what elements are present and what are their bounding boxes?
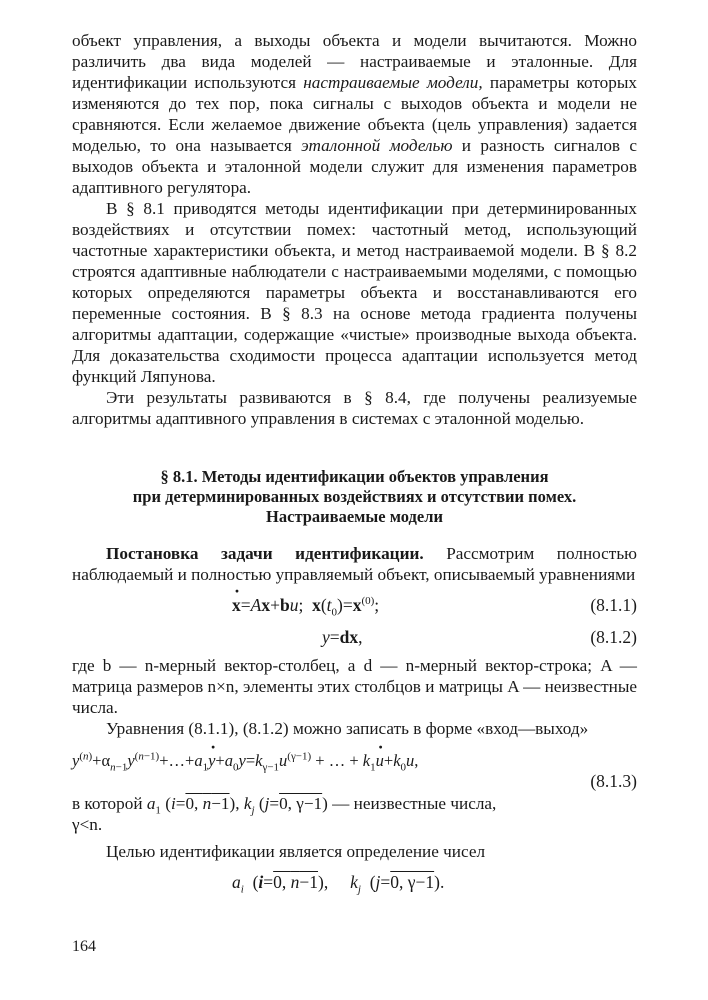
page-body [72,30,637,900]
heading-line-1: § 8.1. Методы идентификации объектов управления [160,467,549,486]
paragraph-6: Уравнения (8.1.1), (8.1.2) можно записать в форме «вход—выход» [106,719,589,738]
equation-8-1-2 [72,623,637,655]
equation-body: $a_i$ (i=0, n−1), $k_j$ (j=0, γ−1). [232,872,445,896]
paragraph-7: в которой $a_1$ (i=0, n−1), $k_j$ (j=0, γ−1) — неизвестные числа, γ<n. [72,794,497,834]
paragraph-8: Целью идентификации является определение чисел [106,842,486,861]
problem-statement-title: Постановка задачи идентификации. [106,544,424,563]
equation-number: (8.1.3) [590,771,637,791]
paragraph-4: Постановка задачи идентификации. Рассмотрим полностью наблюдаемый и полностью управляемый объект, описываемый уравнениями [72,544,637,584]
equation-body: x ·=Ax+bu; $x(t_0)=x^{(0)}$; [232,595,379,616]
paragraph-1: объект управления, а выходы объекта и модели вычитаются. Можно различить два вида моделей — настраиваемые и эталонные. Для идентификации используются настраиваемые модели, параметры которых изменяются до тех пор, пока сигналы с выходов объекта и модели не сравняются. Если желаемое движение объекта (цель управления) задается моделью, то она называется эталонной моделью и разность сигналов с выходов объекта и эталонной модели служит для изменения параметров адаптивного регулятора. [72,31,638,197]
paragraph-3: Эти результаты развиваются в § 8.4, где получены реализуемые алгоритмы адаптивного управления в системах с эталонной моделью. [72,388,637,428]
heading-line-2: при детерминированных воздействиях и отсутствии помех. [132,487,577,506]
heading-line-3: Настраиваемые модели [266,507,443,526]
equation-unknowns [72,868,637,900]
equation-number: (8.1.2) [590,627,637,647]
equation-body: $y^{(n)}+\alpha_{n-1}y^{(n-1)}+\dots+a_1y \cdot+a_0y=k_{\gamma-1}u^{(\gamma-1)}$ + … + $k_1u \cdot+k_0u$, [72,751,418,771]
equation-number: (8.1.1) [590,595,637,615]
equation-8-1-3 [72,747,637,793]
equation-body: y=dx, [322,627,363,647]
paragraph-2: В § 8.1 приводятся методы идентификации при детерминированных воздействиях и отсутствии помех: частотный метод, использующий частотные характеристики объекта, и метод настраиваемой модели. В § 8.2 строятся адаптивные наблюдатели с настраиваемыми моделями, с помощью которых определяются параметры объекта и восстанавливаются его переменные состояния. В § 8.3 на основе метода градиента получены алгоритмы адаптации, содержащие «чистые» производные выхода объекта. Для доказательства сходимости процесса адаптации используется метод функций Ляпунова. [72,199,637,386]
equation-8-1-1 [72,591,637,623]
section-heading [72,467,637,527]
paragraph-5: где b — n-мерный вектор-столбец, a d — n-мерный вектор-строка; A — матрица размеров n×n, элементы этих столбцов и матрицы A — неизвестные числа. [72,656,637,717]
page-number: 164 [72,938,96,955]
